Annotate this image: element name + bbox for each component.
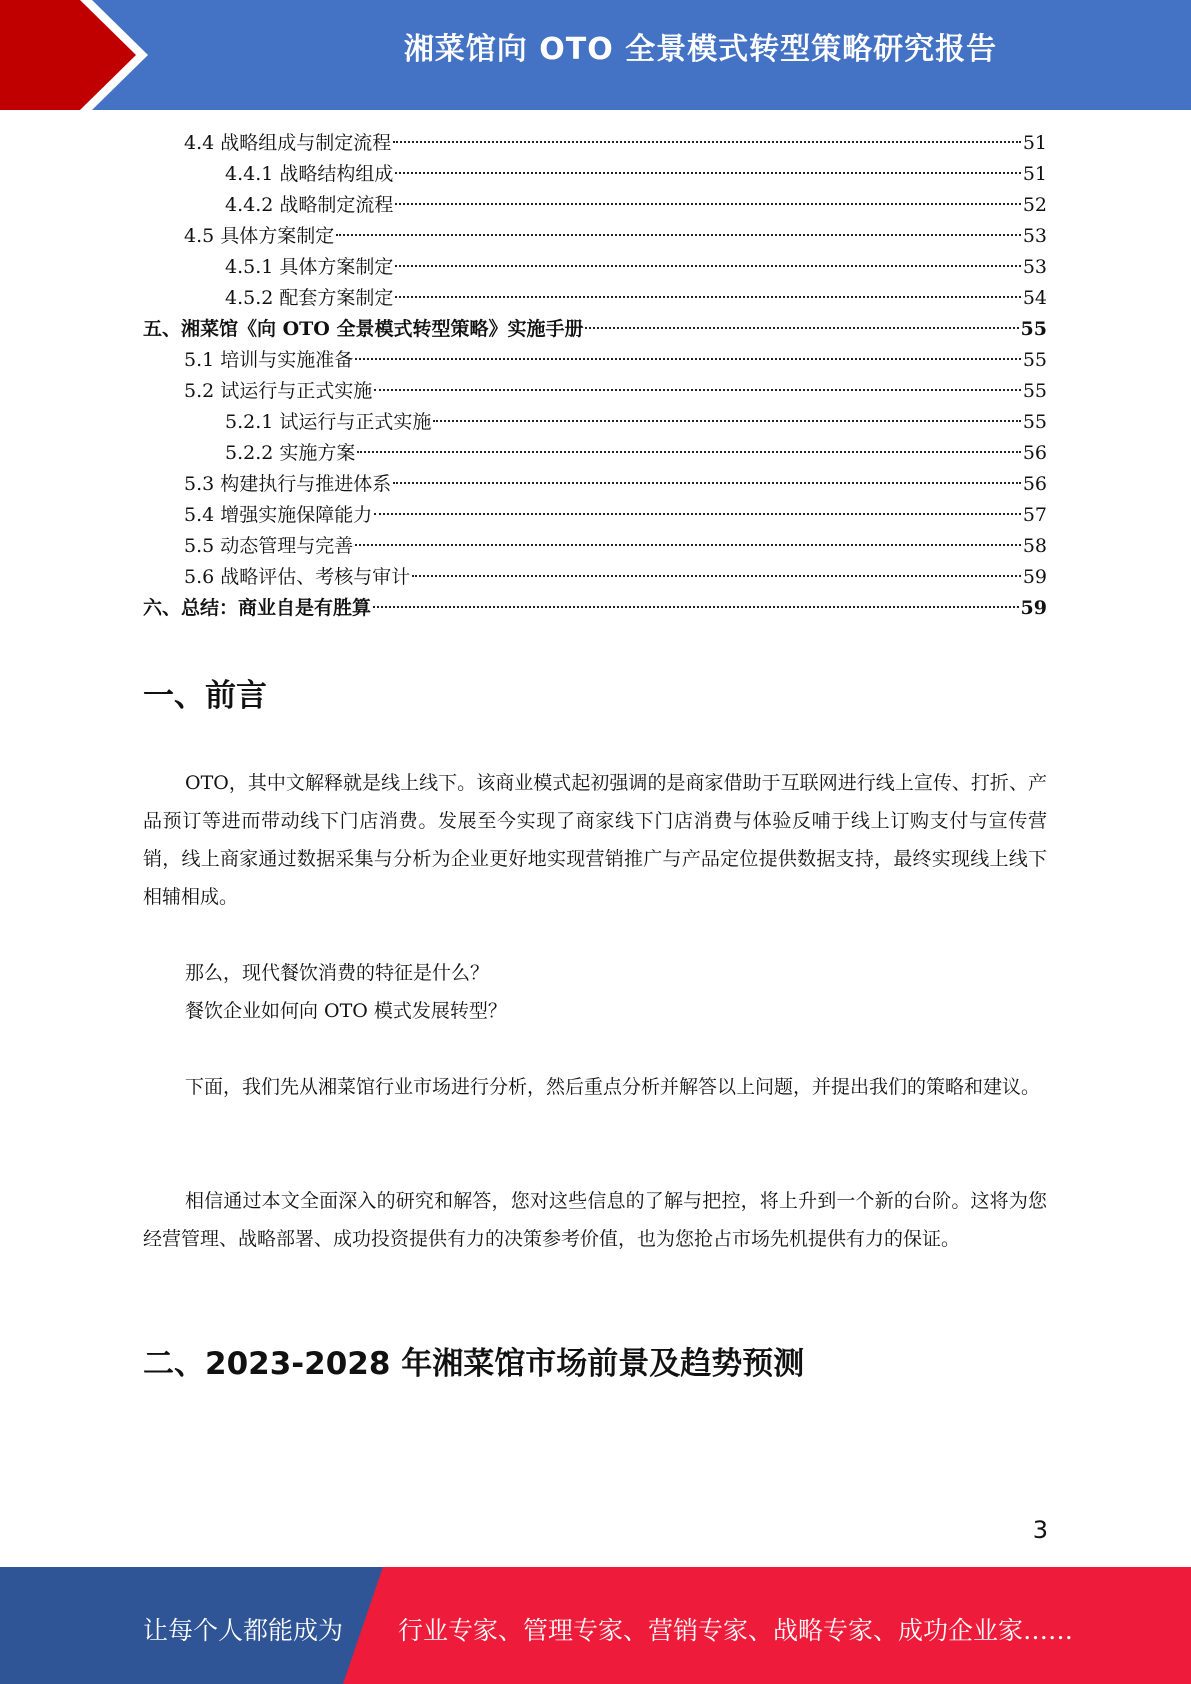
page-footer <box>0 1567 1191 1684</box>
toc-dot-leader <box>585 327 1018 329</box>
toc-entry-label: 4.4.2 战略制定流程 <box>225 194 394 216</box>
footer-slogan-right: 行业专家、管理专家、营销专家、战略专家、成功企业家…… <box>398 1616 1074 1645</box>
toc-entry[interactable] <box>143 500 1047 531</box>
toc-entry[interactable] <box>143 314 1047 345</box>
toc-entry-page: 58 <box>1022 535 1047 557</box>
page-header <box>0 0 1191 110</box>
toc-entry-page: 57 <box>1022 504 1047 526</box>
toc-entry[interactable] <box>143 593 1047 624</box>
toc-entry[interactable] <box>143 438 1047 469</box>
section-heading-forecast: 二、2023-2028 年湘菜馆市场前景及趋势预测 <box>143 1346 805 1382</box>
toc-entry-label: 5.2 试运行与正式实施 <box>184 380 373 402</box>
preface-question-1: 那么，现代餐饮消费的特征是什么？ <box>185 962 490 984</box>
toc-dot-leader <box>395 172 1020 174</box>
toc-entry-page: 51 <box>1022 132 1047 154</box>
toc-entry-label: 5.6 战略评估、考核与审计 <box>184 566 411 588</box>
toc-dot-leader <box>336 234 1021 236</box>
toc-entry-page: 56 <box>1022 442 1047 464</box>
toc-entry-page: 53 <box>1022 225 1047 247</box>
table-of-contents <box>143 128 1047 624</box>
toc-entry[interactable] <box>143 562 1047 593</box>
toc-entry-label: 5.4 增强实施保障能力 <box>184 504 373 526</box>
section-heading-preface: 一、前言 <box>143 678 267 714</box>
toc-entry-label: 4.4 战略组成与制定流程 <box>184 132 392 154</box>
toc-entry[interactable] <box>143 159 1047 190</box>
toc-entry[interactable] <box>143 407 1047 438</box>
toc-entry[interactable] <box>143 531 1047 562</box>
toc-entry-page: 53 <box>1022 256 1047 278</box>
toc-dot-leader <box>433 420 1020 422</box>
page-number: 3 <box>1032 1516 1048 1544</box>
toc-dot-leader <box>395 203 1020 205</box>
toc-entry-label: 六、总结：商业自是有胜算 <box>143 597 372 619</box>
toc-entry-label: 5.2.1 试运行与正式实施 <box>225 411 432 433</box>
toc-entry-label: 4.5 具体方案制定 <box>184 225 335 247</box>
toc-dot-leader <box>357 451 1020 453</box>
toc-entry-page: 55 <box>1022 349 1047 371</box>
toc-dot-leader <box>355 358 1021 360</box>
toc-dot-leader <box>373 606 1019 608</box>
toc-entry-label: 5.1 培训与实施准备 <box>184 349 354 371</box>
toc-entry-label: 4.5.1 具体方案制定 <box>225 256 394 278</box>
toc-dot-leader <box>395 265 1020 267</box>
toc-entry-label: 5.3 构建执行与推进体系 <box>184 473 392 495</box>
toc-entry-page: 52 <box>1022 194 1047 216</box>
toc-entry[interactable] <box>143 345 1047 376</box>
toc-entry[interactable] <box>143 221 1047 252</box>
preface-paragraph-3: 相信通过本文全面深入的研究和解答，您对这些信息的了解与把控，将上升到一个新的台阶。这将为您经营管理、战略部署、成功投资提供有力的决策参考价值，也为您抢占市场先机提供有力的保证。 <box>143 1190 1047 1250</box>
toc-entry-label: 5.5 动态管理与完善 <box>184 535 354 557</box>
toc-entry[interactable] <box>143 252 1047 283</box>
toc-dot-leader <box>355 544 1021 546</box>
toc-entry-label: 5.2.2 实施方案 <box>225 442 356 464</box>
toc-dot-leader <box>395 296 1020 298</box>
toc-entry-label: 4.5.2 配套方案制定 <box>225 287 394 309</box>
toc-entry[interactable] <box>143 128 1047 159</box>
toc-entry-page: 55 <box>1022 380 1047 402</box>
toc-dot-leader <box>393 482 1021 484</box>
toc-entry-page: 54 <box>1022 287 1047 309</box>
footer-slogan-left: 让每个人都能成为 <box>143 1616 344 1645</box>
toc-entry[interactable] <box>143 469 1047 500</box>
toc-dot-leader <box>374 389 1021 391</box>
toc-entry[interactable] <box>143 283 1047 314</box>
preface-question-2: 餐饮企业如何向 OTO 模式发展转型？ <box>185 1000 507 1022</box>
toc-dot-leader <box>374 513 1021 515</box>
toc-entry[interactable] <box>143 190 1047 221</box>
toc-dot-leader <box>393 141 1021 143</box>
report-title: 湘菜馆向 OTO 全景模式转型策略研究报告 <box>403 32 998 67</box>
toc-entry-page: 51 <box>1022 163 1047 185</box>
toc-dot-leader <box>412 575 1021 577</box>
toc-entry-page: 55 <box>1020 318 1047 340</box>
toc-entry-page: 55 <box>1022 411 1047 433</box>
toc-entry-label: 五、湘菜馆《向 OTO 全景模式转型策略》实施手册 <box>143 318 584 340</box>
toc-entry-page: 59 <box>1020 597 1047 619</box>
toc-entry[interactable] <box>143 376 1047 407</box>
preface-paragraph-2: 下面，我们先从湘菜馆行业市场进行分析，然后重点分析并解答以上问题，并提出我们的策略和建议。 <box>185 1076 1041 1098</box>
preface-paragraph-1: OTO，其中文解释就是线上线下。该商业模式起初强调的是商家借助于互联网进行线上宣传、打折、产品预订等进而带动线下门店消费。发展至今实现了商家线下门店消费与体验反哺于线上订购支付与宣传营销，线上商家通过数据采集与分析为企业更好地实现营销推广与产品定位提供数据支持，最终实现线上线下相辅相成。 <box>143 772 1047 908</box>
toc-entry-label: 4.4.1 战略结构组成 <box>225 163 394 185</box>
toc-entry-page: 56 <box>1022 473 1047 495</box>
toc-entry-page: 59 <box>1022 566 1047 588</box>
